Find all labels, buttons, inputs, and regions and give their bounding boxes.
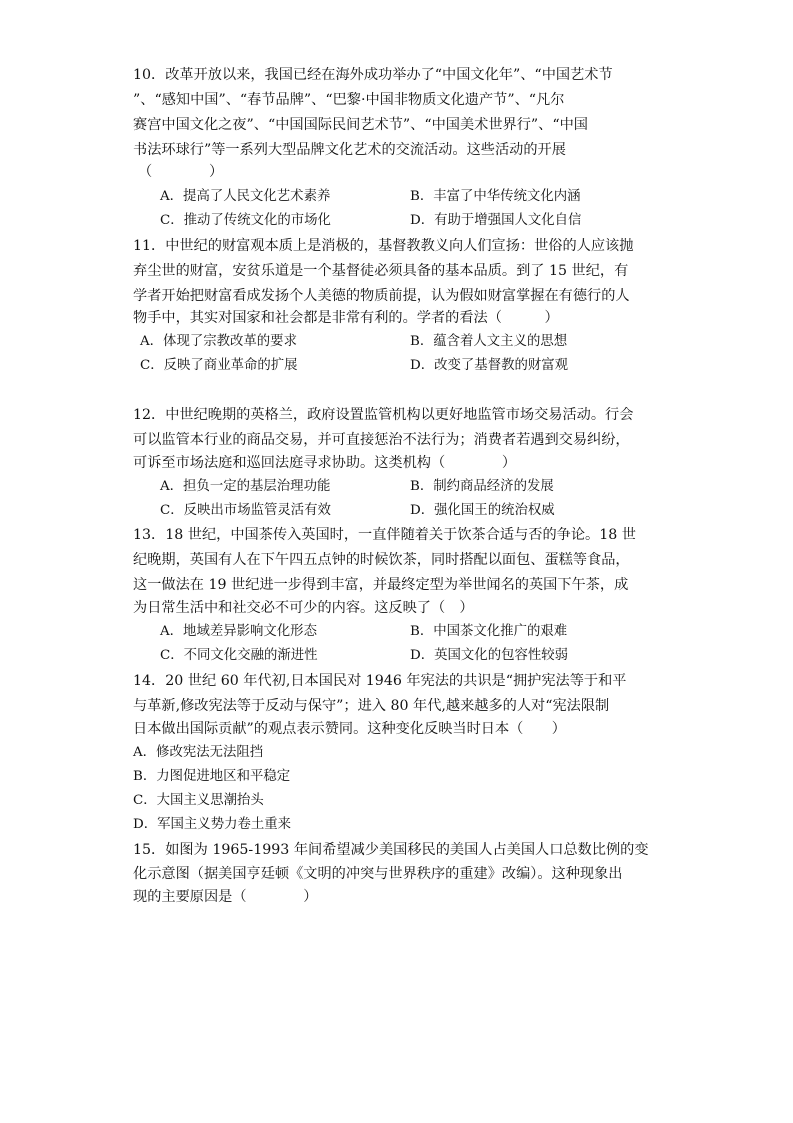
option-b: B．制约商品经济的发展 <box>410 479 554 494</box>
question-text-line: 这一做法在 19 世纪进一步得到丰富，并最终定型为举世闻名的英国下午茶，成 <box>133 577 629 593</box>
question-text-line: 与革新,修改宪法等于反动与保守”；进入 80 年代,越来越多的人对“宪法限制 <box>133 698 610 714</box>
question-text-line: ”、“感知中国”、“春节品牌”、“巴黎·中国非物质文化遗产节”、“凡尔 <box>133 92 565 108</box>
option-c: C．推动了传统文化的市场化 <box>160 213 331 228</box>
option-c: C．不同文化交融的渐进性 <box>160 648 318 663</box>
option-d: D．英国文化的包容性较弱 <box>410 648 569 663</box>
option-a: A．修改宪法无法阻挡 <box>133 745 264 760</box>
question-text-line: 物手中，其实对国家和社会都是非常有利的。学者的看法（ ） <box>133 310 559 326</box>
question-text-line: 10．改革开放以来，我国已经在海外成功举办了“中国文化年”、“中国艺术节 <box>133 67 613 83</box>
question-text-line: 纪晚期，英国有人在下午四五点钟的时候饮茶，同时搭配以面包、蛋糕等食品， <box>133 552 630 568</box>
question-text-line: 书法环球行”等一系列大型品牌文化艺术的交流活动。这些活动的开展 <box>133 142 566 158</box>
option-a: A．担负一定的基层治理功能 <box>160 479 331 494</box>
question-text-line: 为日常生活中和社交必不可少的内容。这反映了（ ） <box>133 600 474 616</box>
question-text-line: 13．18 世纪，中国茶传入英国时，一直伴随着关于饮茶合适与否的争论。18 世 <box>133 527 636 543</box>
question-text-line: 学者开始把财富看成发扬个人美德的物质前提，认为假如财富掌握在有德行的人 <box>133 288 630 304</box>
question-text-line: 14．20 世纪 60 年代初,日本国民对 1946 年宪法的共识是“拥护宪法等于和平 <box>133 673 627 689</box>
question-text-line: 可诉至市场法庭和巡回法庭寻求协助。这类机构（ ） <box>133 455 517 471</box>
option-c: C．大国主义思潮抬头 <box>133 793 264 808</box>
question-text-line: 化示意图（据美国亨廷顿《文明的冲突与世界秩序的重建》改编）。这种现象出 <box>133 866 623 882</box>
question-text-line: 日本做出国际贡献”的观点表示赞同。这种变化反映当时日本（ ） <box>133 721 566 737</box>
answer-blank: （ ） <box>138 164 224 180</box>
option-a: A．体现了宗教改革的要求 <box>140 334 297 349</box>
question-text-line: 赛宫中国文化之夜”、“中国国际民间艺术节”、“中国美术世界行”、“中国 <box>133 117 588 133</box>
option-b: B．丰富了中华传统文化内涵 <box>410 189 581 204</box>
question-text-line: 可以监管本行业的商品交易，并可直接惩治不法行为；消费者若遇到交易纠纷， <box>133 432 630 448</box>
option-d: D．强化国王的统治权威 <box>410 503 555 518</box>
question-text-line: 弃尘世的财富，安贫乐道是一个基督徒必须具备的基本品质。到了 15 世纪，有 <box>133 263 629 279</box>
option-b: B．力图促进地区和平稳定 <box>133 769 291 784</box>
option-d: D．有助于增强国人文化自信 <box>410 213 582 228</box>
question-text-line: 现的主要原因是（ ） <box>133 889 318 905</box>
option-c: C．反映出市场监管灵活有效 <box>160 503 331 518</box>
question-text-line: 11．中世纪的财富观本质上是消极的，基督教教义向人们宣扬：世俗的人应该抛 <box>133 238 634 254</box>
question-text-line: 15．如图为 1965-1993 年间希望减少美国移民的美国人占美国人口总数比例的变 <box>133 842 649 858</box>
option-d: D．军国主义势力卷土重来 <box>133 817 292 832</box>
option-a: A．地域差异影响文化形态 <box>160 624 317 639</box>
option-c: C．反映了商业革命的扩展 <box>140 358 298 373</box>
option-b: B．中国茶文化推广的艰难 <box>410 624 568 639</box>
option-a: A．提高了人民文化艺术素养 <box>160 189 331 204</box>
question-text-line: 12．中世纪晚期的英格兰，政府设置监管机构以更好地监管市场交易活动。行会 <box>133 407 634 423</box>
option-b: B．蕴含着人文主义的思想 <box>410 334 568 349</box>
option-d: D．改变了基督教的财富观 <box>410 358 569 373</box>
